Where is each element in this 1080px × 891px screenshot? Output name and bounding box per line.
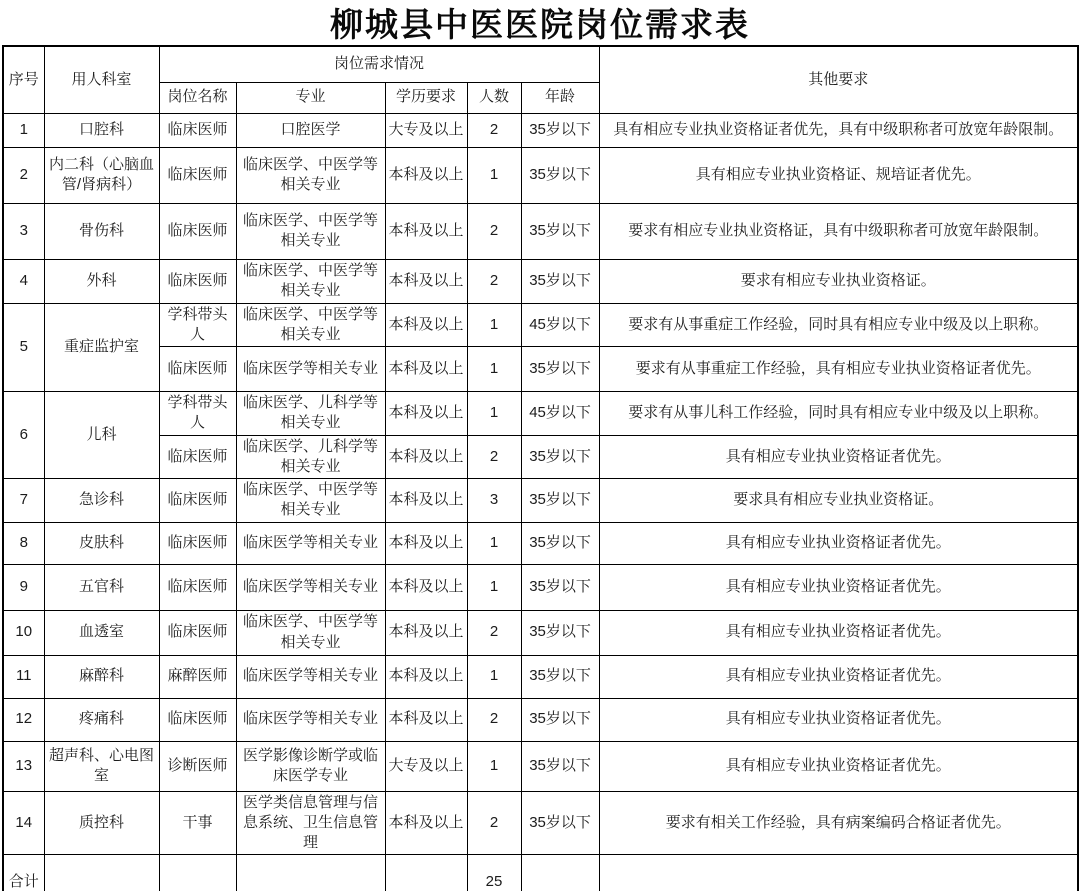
cell-dept: 急诊科 [44,479,159,523]
cell-total-label: 合计 [3,855,44,891]
table-row [3,655,1078,698]
header-row-group [3,46,1078,82]
table-row [3,147,1078,203]
cell-dept: 五官科 [44,564,159,610]
cell-edu: 本科及以上 [385,303,467,347]
cell-age: 35岁以下 [521,479,599,523]
cell-other: 具有相应专业执业资格证者优先。 [599,698,1078,741]
cell-other: 要求有从事儿科工作经验，同时具有相应专业中级及以上职称。 [599,392,1078,436]
cell-other: 具有相应专业执业资格证者优先。 [599,435,1078,479]
header-edu: 学历要求 [385,82,467,113]
table-row [3,698,1078,741]
cell-other: 要求有相关工作经验，具有病案编码合格证者优先。 [599,791,1078,855]
cell-empty-major [236,855,385,891]
cell-count: 2 [467,610,521,655]
cell-age: 35岁以下 [521,435,599,479]
cell-post: 临床医师 [159,203,236,259]
cell-major: 临床医学等相关专业 [236,347,385,392]
cell-serial: 12 [3,698,44,741]
cell-dept: 疼痛科 [44,698,159,741]
table-row [3,564,1078,610]
table-row [3,259,1078,303]
header-post: 岗位名称 [159,82,236,113]
cell-count: 2 [467,698,521,741]
cell-serial: 3 [3,203,44,259]
cell-post: 学科带头人 [159,303,236,347]
cell-major: 临床医学、中医学等相关专业 [236,479,385,523]
table-row [3,113,1078,147]
header-major: 专业 [236,82,385,113]
cell-age: 35岁以下 [521,203,599,259]
cell-edu: 大专及以上 [385,113,467,147]
cell-count: 2 [467,259,521,303]
cell-dept: 血透室 [44,610,159,655]
cell-major: 临床医学、中医学等相关专业 [236,147,385,203]
cell-other: 要求有相应专业执业资格证，具有中级职称者可放宽年龄限制。 [599,203,1078,259]
cell-major: 口腔医学 [236,113,385,147]
header-count: 人数 [467,82,521,113]
header-dept: 用人科室 [44,46,159,113]
cell-dept: 内二科（心脑血管/肾病科） [44,147,159,203]
cell-post: 诊断医师 [159,741,236,791]
cell-dept: 骨伤科 [44,203,159,259]
cell-serial: 10 [3,610,44,655]
header-age: 年龄 [521,82,599,113]
cell-major: 临床医学等相关专业 [236,655,385,698]
cell-count: 1 [467,147,521,203]
cell-count: 3 [467,479,521,523]
header-requirement-group: 岗位需求情况 [159,46,599,82]
cell-count: 1 [467,655,521,698]
cell-serial: 2 [3,147,44,203]
cell-count: 1 [467,303,521,347]
cell-age: 35岁以下 [521,347,599,392]
cell-dept: 外科 [44,259,159,303]
cell-count: 1 [467,522,521,564]
cell-age: 35岁以下 [521,698,599,741]
cell-empty-other [599,855,1078,891]
cell-other: 具有相应专业执业资格证、规培证者优先。 [599,147,1078,203]
cell-post: 临床医师 [159,259,236,303]
cell-major: 医学类信息管理与信息系统、卫生信息管理 [236,791,385,855]
cell-empty-age [521,855,599,891]
cell-age: 45岁以下 [521,392,599,436]
cell-age: 35岁以下 [521,259,599,303]
cell-dept: 口腔科 [44,113,159,147]
cell-post: 临床医师 [159,522,236,564]
cell-major: 临床医学等相关专业 [236,564,385,610]
cell-other: 要求有从事重症工作经验，具有相应专业执业资格证者优先。 [599,347,1078,392]
cell-serial: 1 [3,113,44,147]
cell-serial: 14 [3,791,44,855]
cell-dept: 重症监护室 [44,303,159,392]
cell-edu: 本科及以上 [385,147,467,203]
cell-edu: 本科及以上 [385,522,467,564]
cell-count: 2 [467,435,521,479]
cell-edu: 本科及以上 [385,655,467,698]
cell-major: 临床医学、儿科学等相关专业 [236,435,385,479]
cell-other: 具有相应专业执业资格证者优先。 [599,564,1078,610]
cell-dept: 皮肤科 [44,522,159,564]
cell-other: 要求有相应专业执业资格证。 [599,259,1078,303]
cell-empty-edu [385,855,467,891]
cell-count: 1 [467,741,521,791]
cell-count: 2 [467,113,521,147]
cell-other: 具有相应专业执业资格证者优先。 [599,741,1078,791]
cell-major: 临床医学、中医学等相关专业 [236,610,385,655]
cell-major: 临床医学、中医学等相关专业 [236,203,385,259]
cell-major: 临床医学、中医学等相关专业 [236,303,385,347]
cell-major: 临床医学、中医学等相关专业 [236,259,385,303]
table-row [3,347,1078,392]
table-row [3,479,1078,523]
cell-age: 35岁以下 [521,655,599,698]
cell-count: 1 [467,564,521,610]
cell-serial: 6 [3,392,44,479]
cell-other: 具有相应专业执业资格证者优先。 [599,522,1078,564]
cell-edu: 本科及以上 [385,347,467,392]
table-row [3,522,1078,564]
table-row [3,791,1078,855]
cell-major: 临床医学等相关专业 [236,522,385,564]
table-row [3,303,1078,347]
header-serial: 序号 [3,46,44,113]
cell-serial: 9 [3,564,44,610]
cell-dept: 麻醉科 [44,655,159,698]
table-row [3,203,1078,259]
cell-edu: 本科及以上 [385,259,467,303]
job-requirements-table [2,45,1079,891]
cell-post: 临床医师 [159,610,236,655]
cell-other: 具有相应专业执业资格证者优先。 [599,655,1078,698]
cell-post: 学科带头人 [159,392,236,436]
total-row [3,855,1078,891]
table-row [3,610,1078,655]
cell-serial: 11 [3,655,44,698]
cell-major: 临床医学、儿科学等相关专业 [236,392,385,436]
cell-post: 临床医师 [159,113,236,147]
cell-edu: 本科及以上 [385,392,467,436]
cell-post: 临床医师 [159,435,236,479]
cell-serial: 4 [3,259,44,303]
cell-other: 具有相应专业执业资格证者优先。 [599,610,1078,655]
cell-age: 35岁以下 [521,741,599,791]
page-title: 柳城县中医医院岗位需求表 [330,8,750,44]
cell-edu: 本科及以上 [385,564,467,610]
cell-count: 2 [467,203,521,259]
cell-age: 35岁以下 [521,564,599,610]
cell-other: 要求具有相应专业执业资格证。 [599,479,1078,523]
cell-major: 医学影像诊断学或临床医学专业 [236,741,385,791]
table-row [3,741,1078,791]
cell-post: 临床医师 [159,698,236,741]
cell-post: 临床医师 [159,347,236,392]
cell-serial: 8 [3,522,44,564]
cell-dept: 超声科、心电图室 [44,741,159,791]
cell-edu: 本科及以上 [385,435,467,479]
cell-serial: 13 [3,741,44,791]
table-row [3,435,1078,479]
cell-edu: 大专及以上 [385,741,467,791]
cell-post: 干事 [159,791,236,855]
cell-post: 临床医师 [159,147,236,203]
cell-edu: 本科及以上 [385,610,467,655]
header-other: 其他要求 [599,46,1078,113]
cell-edu: 本科及以上 [385,479,467,523]
cell-other: 要求有从事重症工作经验，同时具有相应专业中级及以上职称。 [599,303,1078,347]
cell-other: 具有相应专业执业资格证者优先，具有中级职称者可放宽年龄限制。 [599,113,1078,147]
cell-empty-dept [44,855,159,891]
table-row [3,392,1078,436]
cell-edu: 本科及以上 [385,203,467,259]
cell-age: 35岁以下 [521,610,599,655]
cell-edu: 本科及以上 [385,791,467,855]
cell-serial: 7 [3,479,44,523]
cell-empty-post [159,855,236,891]
cell-post: 麻醉医师 [159,655,236,698]
cell-major: 临床医学等相关专业 [236,698,385,741]
cell-count: 1 [467,347,521,392]
cell-serial: 5 [3,303,44,392]
cell-age: 45岁以下 [521,303,599,347]
cell-edu: 本科及以上 [385,698,467,741]
cell-count: 2 [467,791,521,855]
cell-age: 35岁以下 [521,113,599,147]
cell-dept: 儿科 [44,392,159,479]
cell-age: 35岁以下 [521,147,599,203]
cell-total-count: 25 [467,855,521,891]
cell-post: 临床医师 [159,479,236,523]
cell-age: 35岁以下 [521,791,599,855]
cell-count: 1 [467,392,521,436]
cell-age: 35岁以下 [521,522,599,564]
cell-dept: 质控科 [44,791,159,855]
cell-post: 临床医师 [159,564,236,610]
